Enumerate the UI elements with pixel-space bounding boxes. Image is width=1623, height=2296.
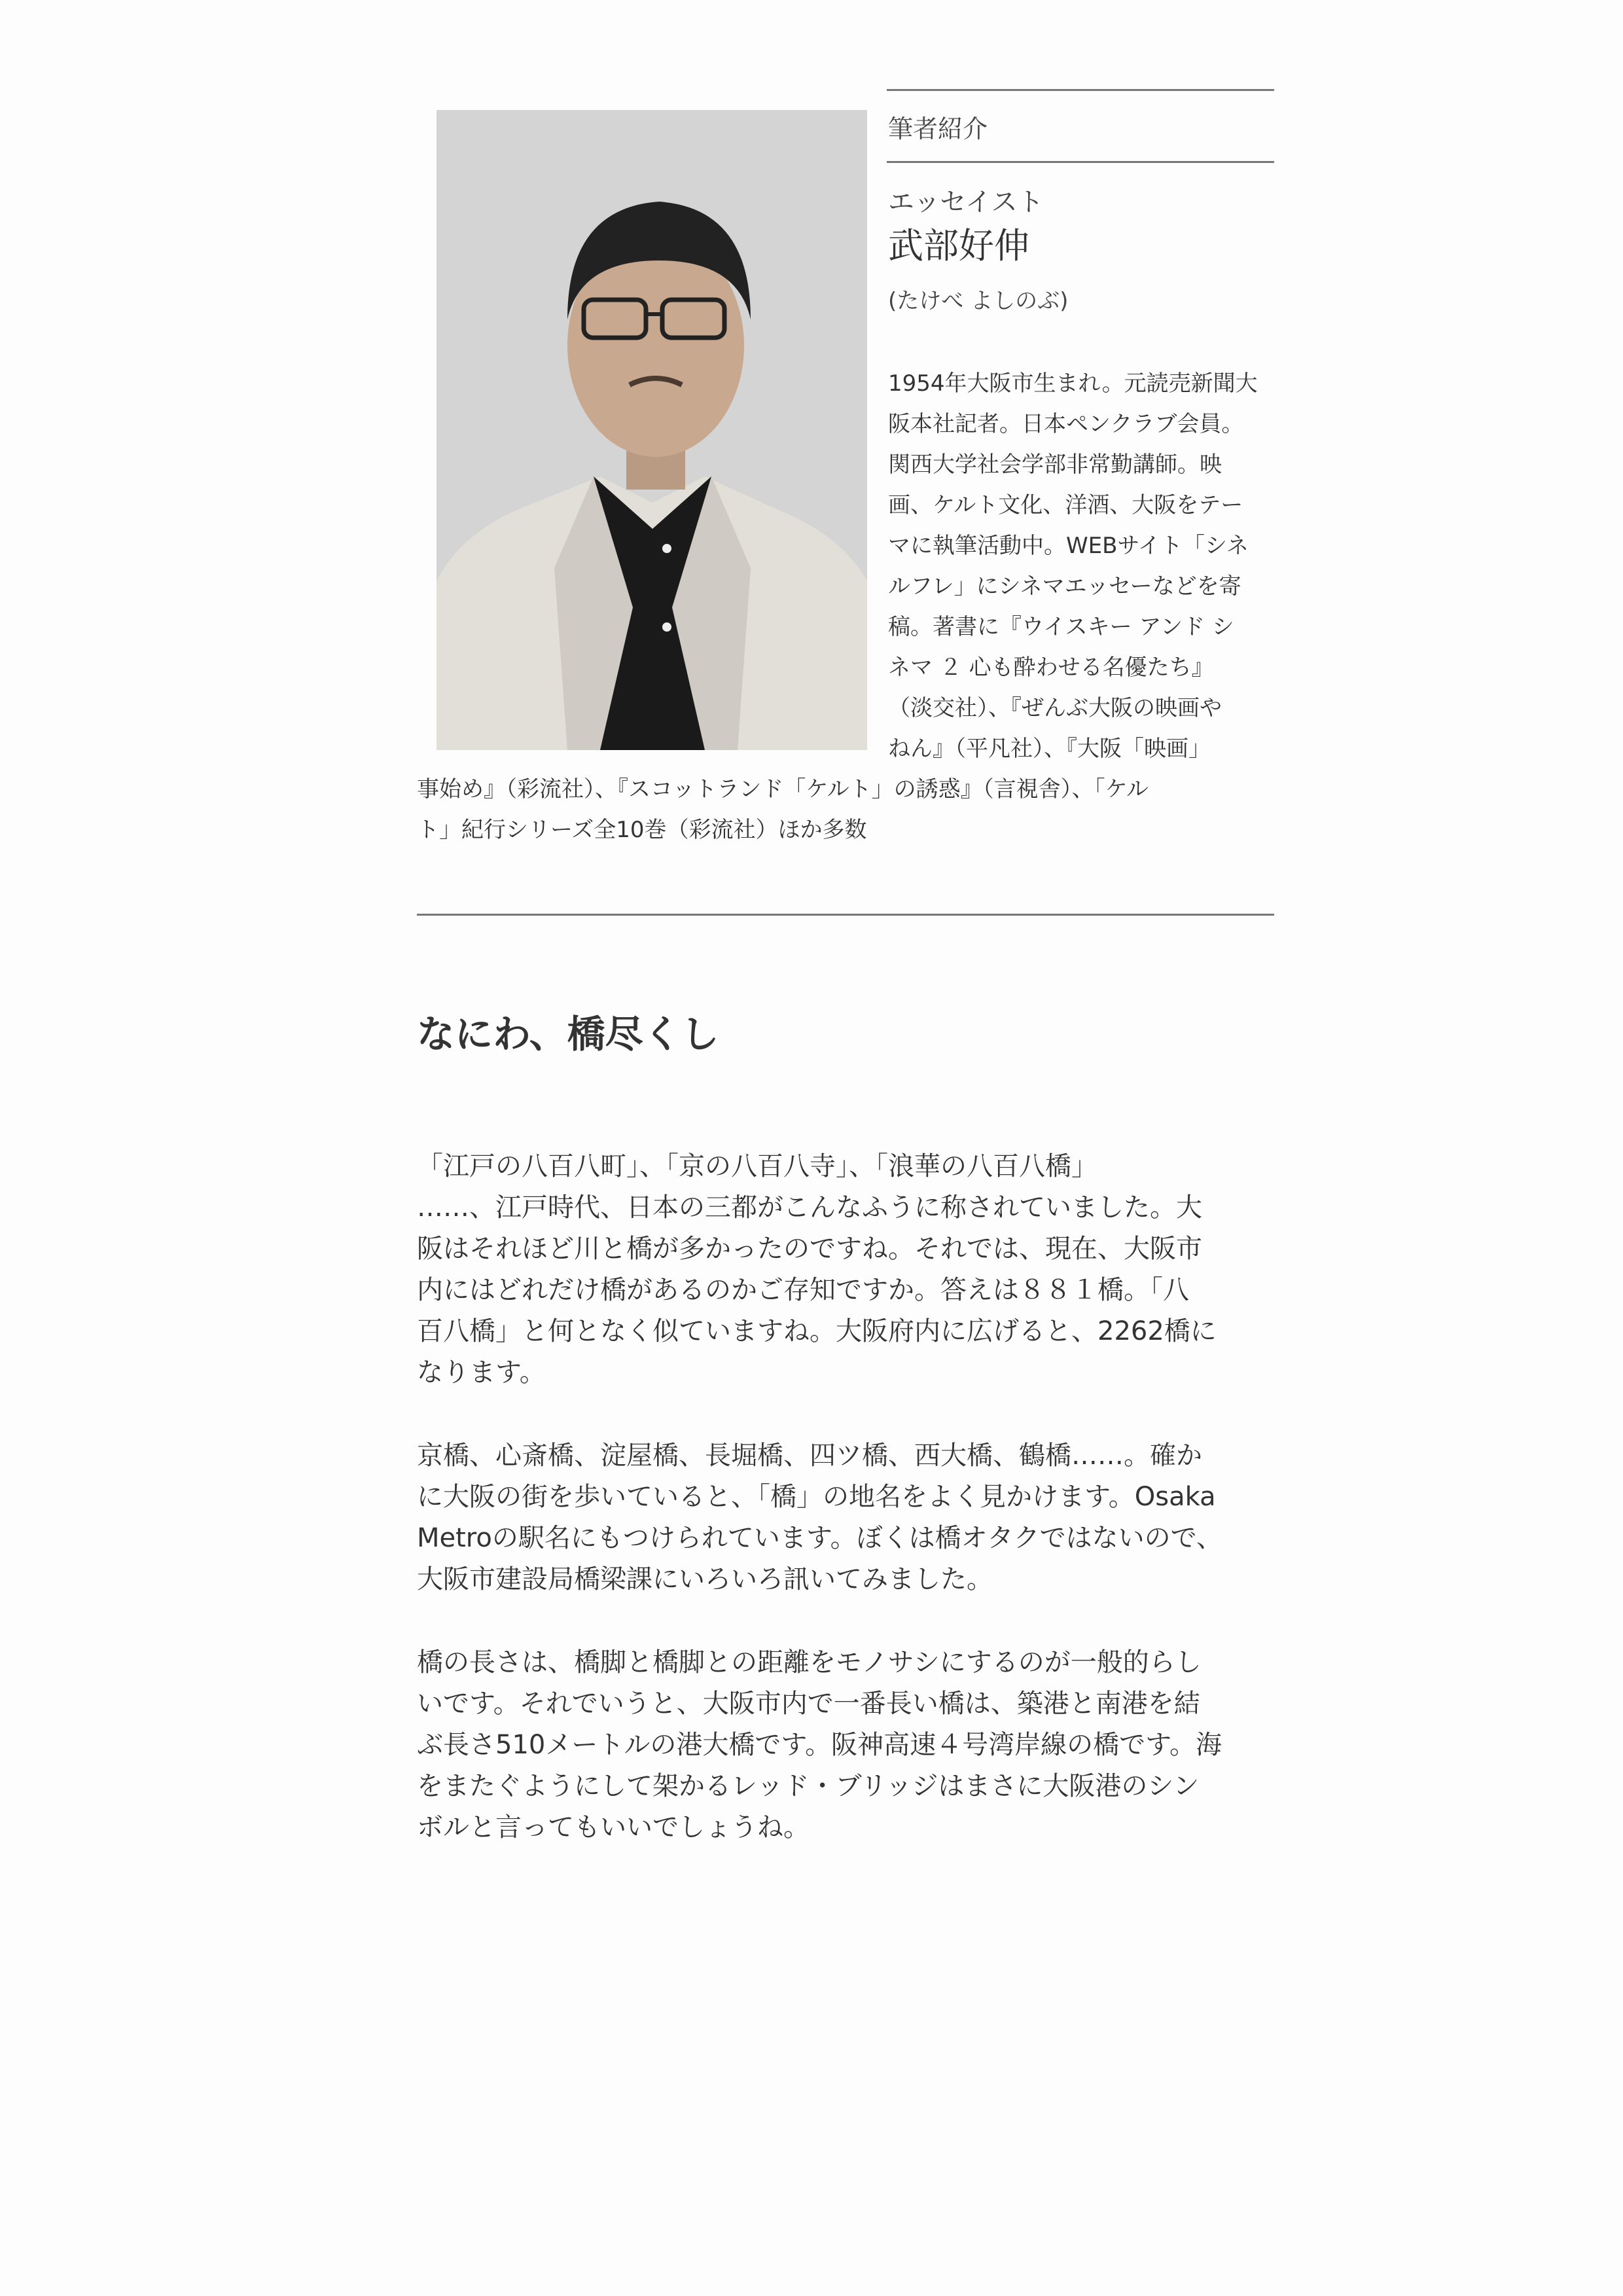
bio-line: （淡交社）、『ぜんぶ大阪の映画や	[888, 695, 1222, 721]
bio-line: マに執筆活動中。WEBサイト「シネ	[888, 533, 1249, 559]
paragraph-line: をまたぐようにして架かるレッド・ブリッジはまさに大阪港のシン	[417, 1771, 1200, 1801]
profile-top-rule	[887, 89, 1274, 91]
paragraph-line: Metroの駅名にもつけられています。ぼくは橋オタクではないので、	[417, 1523, 1222, 1553]
bio-line: ネマ ２ 心も酔わせる名優たち』	[888, 655, 1214, 681]
bio-line: ねん』（平凡社）、『大阪「映画」	[888, 736, 1211, 762]
bio-line: ト」紀行シリーズ全10巻（彩流社）ほか多数	[417, 817, 867, 843]
author-bio	[417, 363, 1274, 850]
bio-line: 阪本社記者。日本ペンクラブ会員。	[888, 411, 1244, 437]
bio-line: 事始め』（彩流社）、『スコットランド「ケルト」の誘惑』（言視舎）、「ケル	[417, 776, 1149, 802]
author-job-title: エッセイスト	[888, 187, 1044, 217]
paragraph-line: 「江戸の八百八町」、「京の八百八寺」、「浪華の八百八橋」	[417, 1151, 1097, 1181]
paragraph-line: ぶ長さ510メートルの港大橋です。阪神高速４号湾岸線の橋です。海	[417, 1730, 1222, 1760]
paragraph-line: 内にはどれだけ橋があるのかご存知ですか。答えは８８１橋。「八	[417, 1275, 1189, 1305]
profile-mid-rule	[887, 161, 1274, 163]
paragraph-line: なります。	[417, 1357, 546, 1388]
paragraph-line: 百八橋」と何となく似ていますね。大阪府内に広げると、2262橋に	[417, 1316, 1217, 1346]
bio-line: 稿。著書に『ウイスキー アンド シ	[888, 614, 1234, 640]
article-title: なにわ、橋尽くし	[417, 1012, 719, 1056]
author-name-reading: (たけべ よしのぶ)	[888, 288, 1069, 314]
section-divider	[417, 914, 1274, 916]
paragraph-line: 橋の長さは、橋脚と橋脚との距離をモノサシにするのが一般的らし	[417, 1647, 1202, 1677]
paragraph-line: 京橋、心斎橋、淀屋橋、長堀橋、四ツ橋、西大橋、鶴橋……。確か	[417, 1441, 1202, 1471]
bio-line: 画、ケルト文化、洋酒、大阪をテー	[888, 492, 1243, 518]
section-label: 筆者紹介	[888, 115, 988, 143]
paragraph-line: に大阪の街を歩いていると、「橋」の地名をよく見かけます。Osaka	[417, 1482, 1216, 1512]
paragraph-line: ボルと言ってもいいでしょうね。	[417, 1812, 810, 1842]
article-paragraph	[417, 1146, 1281, 1393]
paragraph-line: ……、江戸時代、日本の三都がこんなふうに称されていました。大	[417, 1193, 1202, 1223]
bio-line: 関西大学社会学部非常勤講師。映	[888, 452, 1222, 478]
article-paragraph	[417, 1642, 1281, 1848]
paragraph-line: 大阪市建設局橋梁課にいろいろ訊いてみました。	[417, 1564, 993, 1594]
author-name: 武部好伸	[888, 225, 1029, 266]
bio-line: ルフレ」にシネマエッセーなどを寄	[888, 573, 1241, 600]
article-paragraph	[417, 1435, 1281, 1600]
paragraph-line: 阪はそれほど川と橋が多かったのですね。それでは、現在、大阪市	[417, 1234, 1202, 1264]
paragraph-line: いです。それでいうと、大阪市内で一番長い橋は、築港と南港を結	[417, 1689, 1200, 1719]
bio-line: 1954年大阪市生まれ。元読売新聞大	[888, 370, 1258, 397]
